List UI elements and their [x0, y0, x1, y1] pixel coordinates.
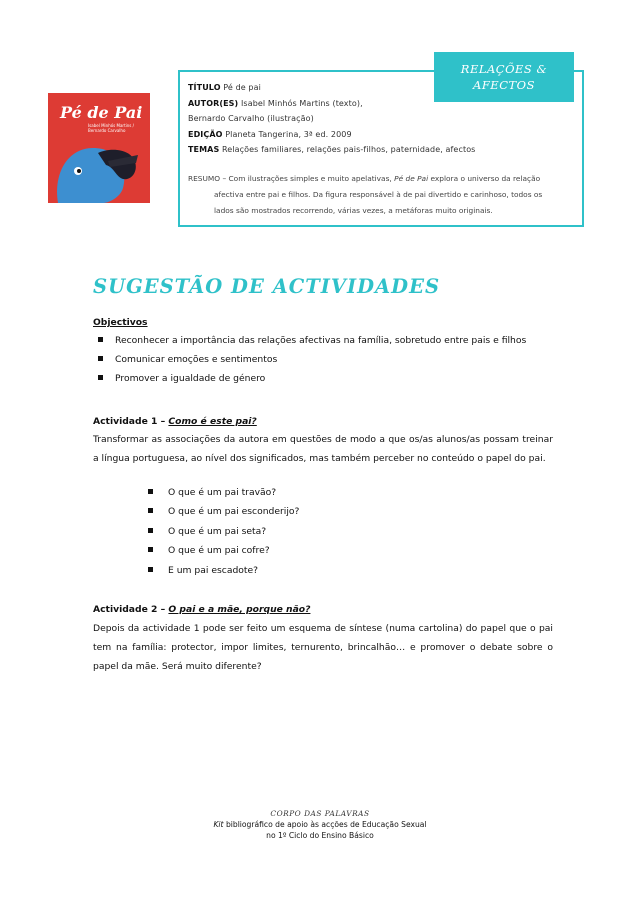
- resumo-line3: lados são mostrados recorrendo, várias vezes, a metáforas muito originais.: [214, 206, 493, 215]
- book-title: Pé de pai: [223, 83, 261, 92]
- titulo-label: TÍTULO: [188, 83, 221, 92]
- objectivos-list: [93, 331, 553, 388]
- footer-line3: no 1º Ciclo do Ensino Básico: [266, 831, 374, 840]
- book-summary: [188, 171, 568, 219]
- bullet-icon: [148, 547, 153, 552]
- book-themes-row: [188, 142, 568, 158]
- list-item: O que é um pai seta?: [148, 522, 448, 541]
- book-themes: Relações familiares, relações pais-filhos, paternidade, afectos: [222, 145, 476, 154]
- activity1-title: Como é este pai?: [168, 416, 257, 427]
- footer-kit-desc: bibliográfico de apoio às acções de Educação Sexual: [225, 820, 427, 829]
- theme-tag-line1: RELAÇÕES &: [460, 62, 548, 76]
- book-cover-image: [48, 93, 150, 203]
- activity2-text: Depois da actividade 1 pode ser feito um esquema de síntese (numa cartolina) do papel que o pai tem na família: protector, impor limites, ternurento, brincalhão… e promover o debate sobre o papel da mãe. Será muito diferente?: [93, 623, 553, 672]
- list-item: O que é um pai esconderijo?: [148, 502, 448, 521]
- list-item: O que é um pai travão?: [148, 483, 448, 502]
- book-metadata: [188, 80, 568, 158]
- activity2-title: O pai e a mãe, porque não?: [168, 604, 311, 615]
- section-title: SUGESTÃO DE ACTIVIDADES: [93, 275, 441, 298]
- autor-label: AUTOR(ES): [188, 98, 239, 108]
- bullet-icon: [148, 567, 153, 572]
- list-item: Comunicar emoções e sentimentos: [93, 350, 553, 369]
- book-illustrator: Bernardo Carvalho (ilustração): [188, 114, 314, 123]
- resumo-line2: afectiva entre pai e filhos. Da figura responsável à de pai divertido e carinhoso, todos os: [214, 190, 543, 199]
- resumo-label: RESUMO: [188, 174, 221, 183]
- cover-title: Pé de Pai: [60, 103, 143, 122]
- list-item: Reconhecer a importância das relações afectivas na família, sobretudo entre pais e filhos: [93, 331, 553, 350]
- bullet-icon: [98, 356, 103, 361]
- cover-subtitle: Isabel Minhós Martins / Bernardo Carvalho: [88, 123, 134, 133]
- footer-brand: CORPO DAS PALAVRAS: [270, 809, 370, 818]
- list-item: Promover a igualdade de género: [93, 369, 553, 388]
- activity1-heading: [93, 412, 257, 431]
- book-title-row: [188, 80, 568, 96]
- book-edition-row: [188, 127, 568, 143]
- bullet-icon: [148, 528, 153, 533]
- temas-label: TEMAS: [188, 145, 220, 154]
- list-item: E um pai escadote?: [148, 561, 448, 580]
- list-item: O que é um pai cofre?: [148, 541, 448, 560]
- edicao-label: EDIÇÃO: [188, 129, 223, 139]
- resumo-part2: explora o universo da relação: [430, 174, 541, 183]
- resumo-book-title: Pé de Pai: [394, 174, 429, 183]
- objectivos-heading: Objectivos: [93, 317, 148, 328]
- activity1-text: Transformar as associações da autora em questões de modo a que os/as alunos/as possam treinar a língua portuguesa, ao nível dos significados, mas também perceber no conteúdo o papel do pai.: [93, 434, 553, 464]
- activity1-label: Actividade 1 –: [93, 416, 166, 427]
- bullet-icon: [148, 489, 153, 494]
- bullet-icon: [98, 375, 103, 380]
- book-edition: Planeta Tangerina, 3ª ed. 2009: [225, 129, 352, 139]
- book-author-row: [188, 96, 568, 112]
- theme-tag-line2: AFECTOS: [473, 78, 535, 92]
- activity1-questions: [148, 483, 448, 580]
- footer-kit: Kit: [213, 820, 224, 829]
- activity2-label: Actividade 2 –: [93, 604, 166, 615]
- bullet-icon: [148, 508, 153, 513]
- activity2-heading: [93, 600, 310, 619]
- resumo-part1: – Com ilustrações simples e muito apelativas,: [222, 174, 392, 183]
- page-footer: [180, 808, 460, 841]
- footer-line2: [180, 819, 460, 830]
- bullet-icon: [98, 337, 103, 342]
- book-author: Isabel Minhós Martins (texto),: [240, 98, 363, 108]
